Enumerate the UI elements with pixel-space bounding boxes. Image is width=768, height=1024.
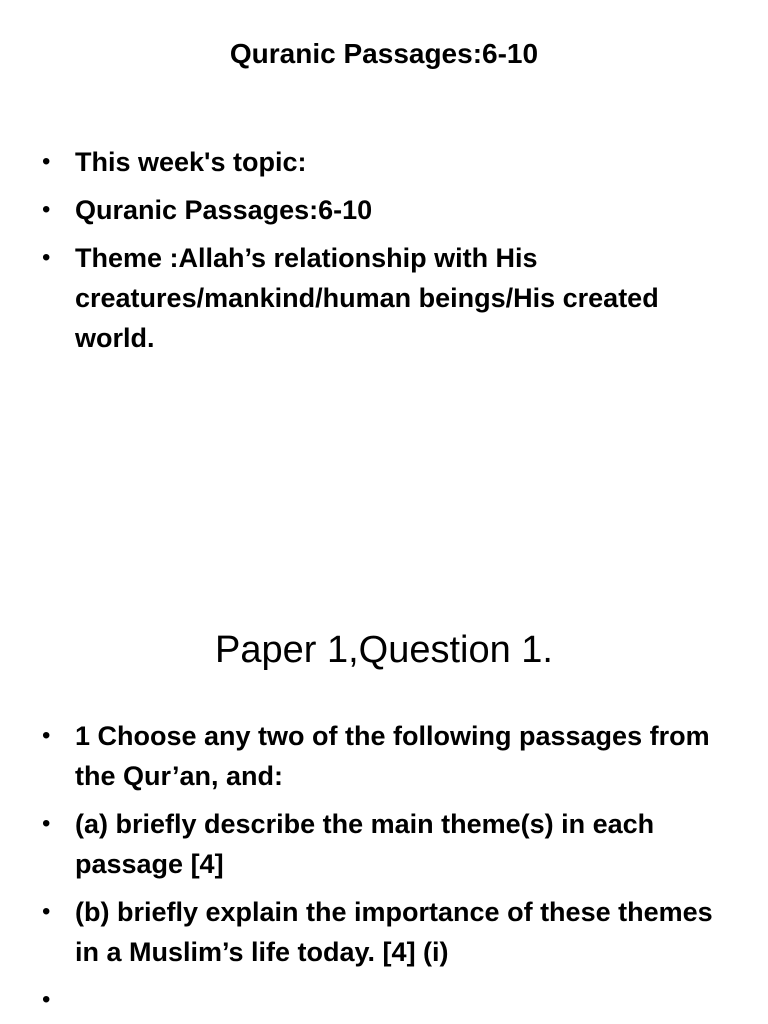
bullet-icon: • <box>42 986 51 1013</box>
bullet-text: This week's topic: <box>75 147 307 177</box>
bullet-item <box>40 142 740 182</box>
bullet-icon: • <box>42 148 51 175</box>
slide-title: Quranic Passages:6-10 <box>229 38 539 69</box>
bullet-text: (b) briefly explain the importance of these themes in a Muslim’s life today. [4] (i) <box>75 897 713 967</box>
bullet-list <box>40 142 740 366</box>
bullet-item <box>40 892 740 972</box>
bullet-text: 1 Choose any two of the following passages from the Qur’an, and: <box>75 721 710 791</box>
bullet-icon: • <box>42 196 51 223</box>
bullet-icon: • <box>42 810 51 837</box>
slide-title: Paper 1,Question 1. <box>215 629 553 671</box>
slide-2 <box>0 600 768 1024</box>
bullet-list <box>40 716 740 1013</box>
bullet-item <box>40 804 740 884</box>
bullet-text: Quranic Passages:6-10 <box>75 195 373 225</box>
bullet-icon: • <box>42 898 51 925</box>
bullet-text: Theme :Allah’s relationship with His creatures/mankind/human beings/His created world. <box>75 243 659 353</box>
bullet-item <box>40 716 740 796</box>
bullet-item <box>40 238 740 358</box>
bullet-icon: • <box>42 722 51 749</box>
bullet-item <box>40 190 740 230</box>
bullet-icon: • <box>42 244 51 271</box>
bullet-text: (a) briefly describe the main theme(s) in each passage [4] <box>75 809 655 879</box>
